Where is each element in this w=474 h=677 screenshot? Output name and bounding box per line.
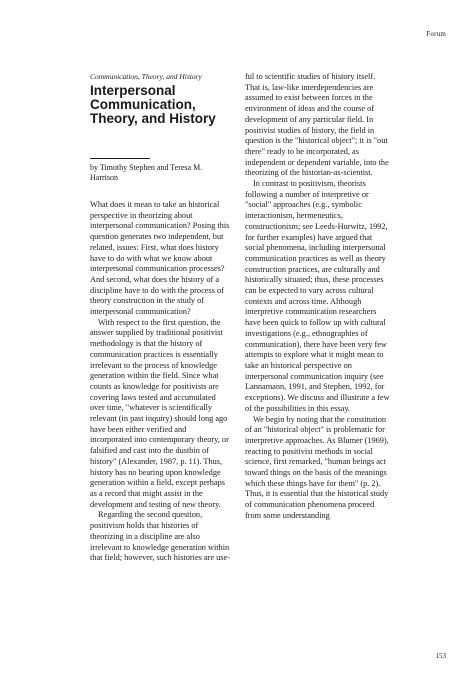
byline: by Timothy Stephen and Teresa M. Harrison <box>90 163 203 182</box>
title-line: Communication, <box>90 97 196 112</box>
left-column <box>90 72 230 564</box>
body-paragraph: ful to scientific studies of history itself. That is, law-like interdependencies are assumed to exist between forces in the environment of ideas and the course of development of any particular field. In positivist studies of history, the field in question is the "historical object"; it is "out there" ready to be incorporated, as independent or dependent variable, into the theorizing of the historian-as-scientist. <box>245 72 389 178</box>
title-line: Theory, and History <box>90 111 216 126</box>
running-head: Forum <box>426 30 446 38</box>
title-line: Interpersonal <box>90 83 176 98</box>
body-paragraph: What does it mean to take an historical perspective in theorizing about interpersonal communication? Posing this question generates two independent, but related, issues: First, what does history have to do with what we know about interpersonal communication processes? And second, what does the history of a discipline have to do with the process of theory construction in the study of interpersonal communication? <box>90 200 230 317</box>
body-paragraph: Regarding the second question, positivism holds that histories of theorizing in a discipline are also irrelevant to knowledge generation within that field; however, such histories are use- <box>90 510 230 563</box>
page-number: 153 <box>435 652 446 660</box>
article-title <box>90 84 230 126</box>
body-paragraph: With respect to the first question, the answer supplied by traditional positivist methodology is that the history of communication practices is essentially irrelevant to the process of knowledge generation within the field. Since what counts as knowledge for positivists are covering laws tested and accumulated over time, "whatever is scientifically relevant (in past inquiry) should long ago have been either verified and incorporated into contemporary theory, or falsified and cast into the dustbin of history" (Alexander, 1987, p. 11). Thus, history has no bearing upon knowledge generation within a field, except perhaps as a record that might assist in the development and testing of new theory. <box>90 317 229 509</box>
byline-rule <box>90 158 150 159</box>
right-column <box>245 72 392 522</box>
body-paragraph: We begin by noting that the constitution of an "historical object" is problematic for interpretive approaches. As Blumer (1969), reacting to positivist methods in social science, first remarked, "human beings act toward things on the basis of the meanings which these things have for them" (p. 2). Thus, it is essential that the historical study of communication phenomena proceed from some understanding <box>245 414 389 520</box>
section-kicker: Communication, Theory, and History <box>90 72 202 81</box>
body-paragraph: In contrast to positivism, theorists following a number of interpretive or "social" approaches (e.g., symbolic interactionism, hermeneutics, constructionism; see Leeds-Hurwitz, 1992, for further examples) have argued that social phenomena, including interpersonal communication practices as well as theory construction practices, are culturally and historically situated; thus, these processes can be expected to vary across cultural contexts and across time. Although interpretive communication researchers have been quick to follow up with cultural investigations (e.g., ethnographies of communication), there have been very few attempts to explore what it might mean to take an historical perspective on interpersonal communication inquiry (see Lannamann, 1991, and Stephen, 1992, for exceptions). We discuss and illustrate a few of the possibilities in this essay. <box>245 179 390 413</box>
